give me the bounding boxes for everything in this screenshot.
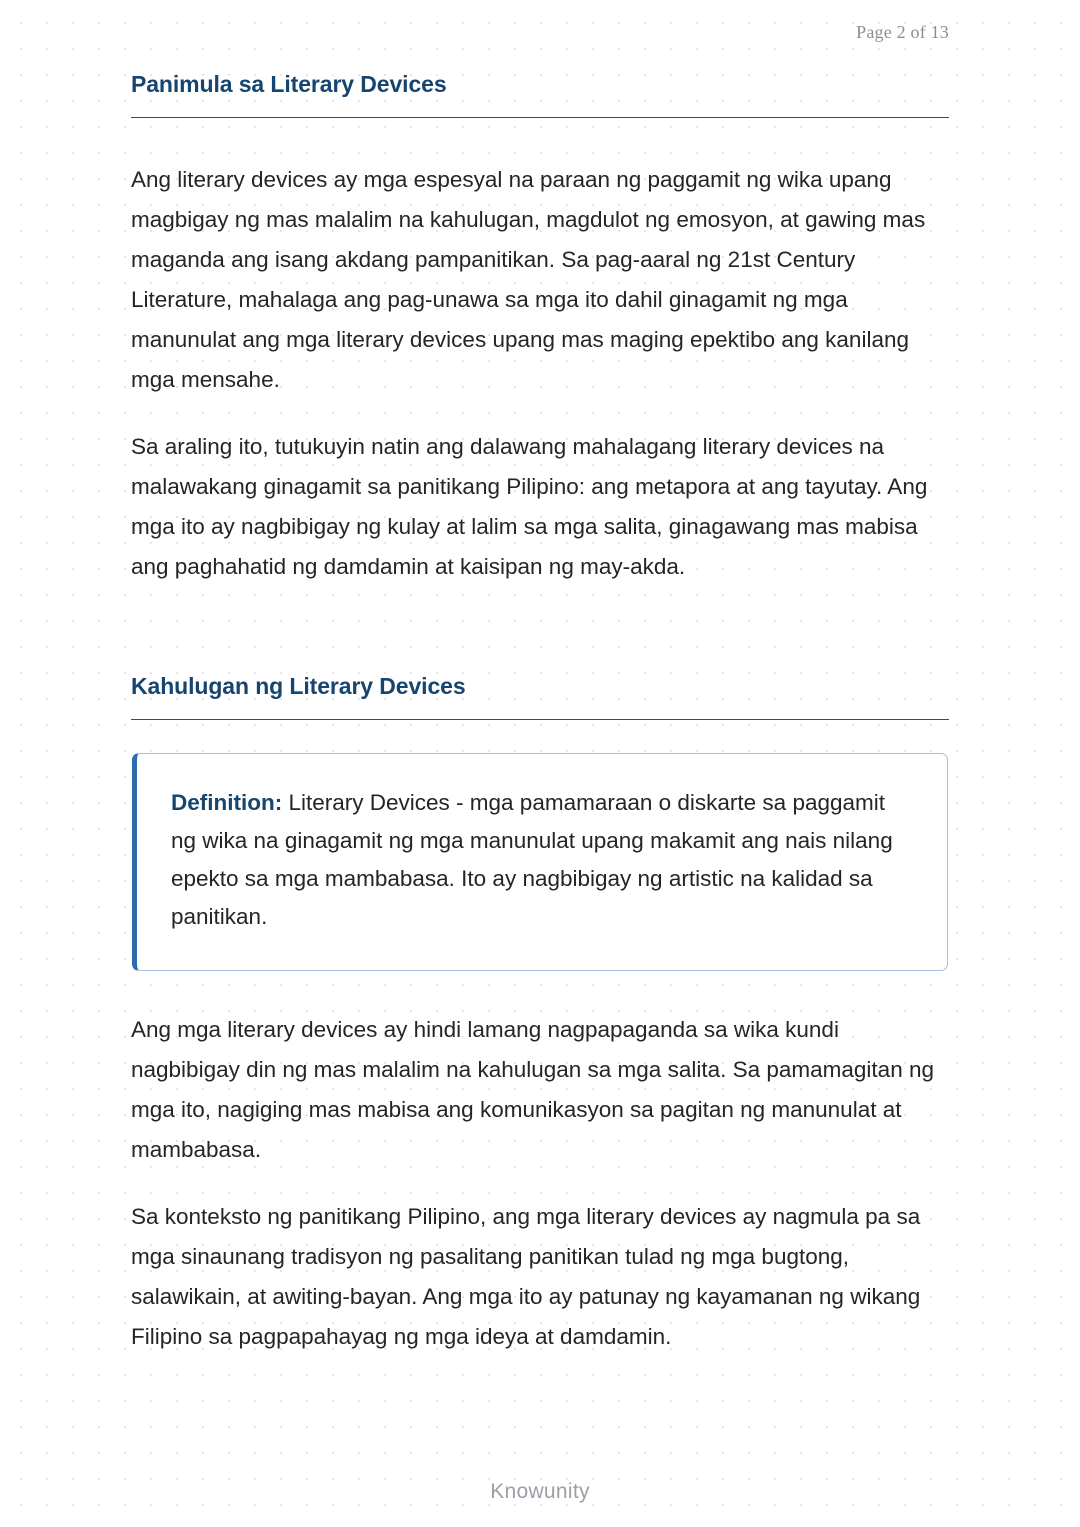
section-heading-definition-group [131,672,949,720]
section-heading-intro-group [131,70,949,118]
paragraph: Sa araling ito, tutukuyin natin ang dalawang mahalagang literary devices na malawakang ginagamit sa panitikang Pilipino: ang metapora at ang tayutay. Ang mga ito ay nagbibigay ng kulay at lalim sa mga salita, ginagawang mas mabisa ang paghahatid ng damdamin at kaisipan ng may-akda. [131,434,928,579]
heading-divider-definition [131,719,949,720]
paragraph: Ang mga literary devices ay hindi lamang nagpapaganda sa wika kundi nagbibigay din ng mas malalim na kahulugan sa mga salita. Sa pamamagitan ng mga ito, nagiging mas mabisa ang komunikasyon sa pagitan ng manunulat at mambabasa. [131,1017,934,1162]
definition-body: Literary Devices - mga pamamaraan o diskarte sa paggamit ng wika na ginagamit ng mga manunulat upang makamit ang nais nilang epekto sa mga mambabasa. Ito ay nagbibigay ng artistic na kalidad sa panitikan. [171,790,893,929]
definition-label: Definition: [171,790,283,815]
paragraph-spacer [131,400,949,427]
definition-paragraphs [131,1010,949,1357]
definition-callout [132,753,948,971]
heading-divider-intro [131,117,949,118]
section-heading-definition: Kahulugan ng Literary Devices [131,673,466,699]
definition-text [171,784,913,936]
page-number: Page 2 of 13 [856,22,949,42]
intro-paragraphs [131,160,949,587]
footer-brand: Knowunity [490,1480,590,1503]
paragraph-spacer [131,1170,949,1197]
section-heading-intro: Panimula sa Literary Devices [131,71,447,97]
paragraph: Sa konteksto ng panitikang Pilipino, ang mga literary devices ay nagmula pa sa mga sinaunang tradisyon ng pasalitang panitikan tulad ng mga bugtong, salawikain, at awiting-bayan. Ang mga ito ay patunay ng kayamanan ng wikang Filipino sa pagpapahayag ng mga ideya at damdamin. [131,1204,921,1349]
paragraph: Ang literary devices ay mga espesyal na paraan ng paggamit ng wika upang magbigay ng mas malalim na kahulugan, magdulot ng emosyon, at gawing mas maganda ang isang akdang pampanitikan. Sa pag-aaral ng 21st Century Literature, mahalaga ang pag-unawa sa mga ito dahil ginagamit ng mga manunulat ang mga literary devices upang mas maging epektibo ang kanilang mga mensahe. [131,167,926,392]
page-content [131,0,949,1527]
